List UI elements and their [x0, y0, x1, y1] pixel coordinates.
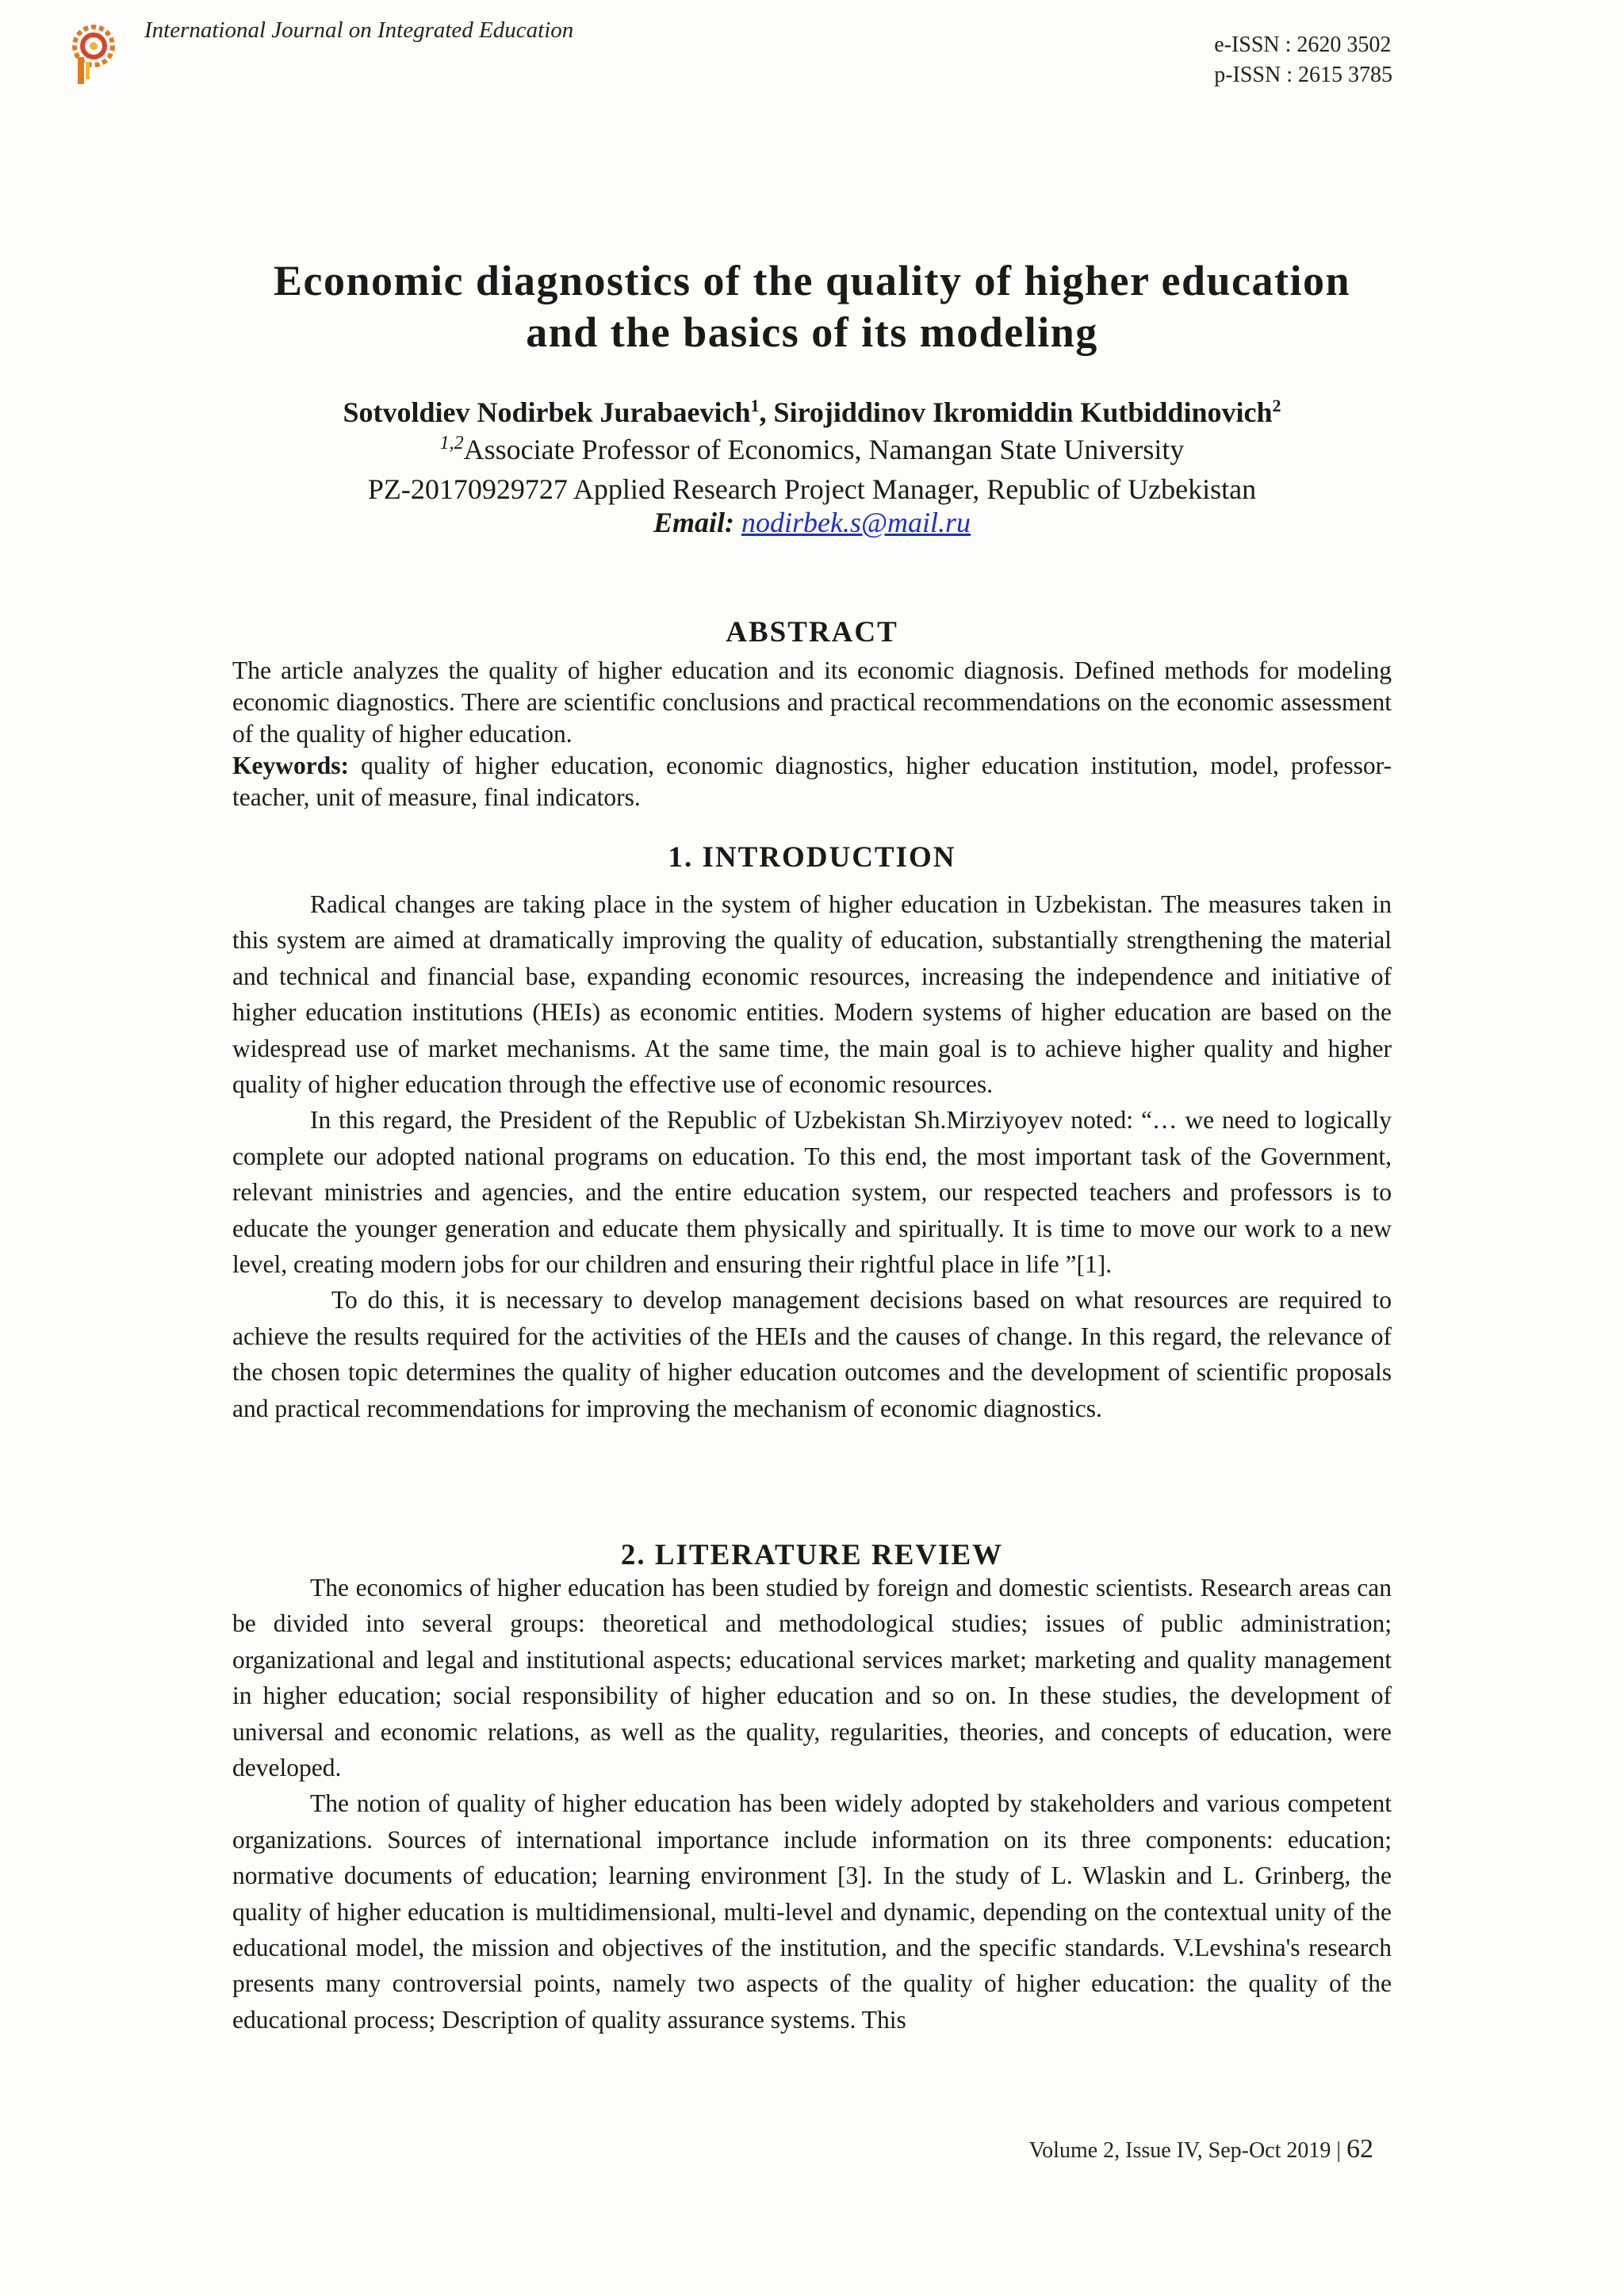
title-line-1: Economic diagnostics of the quality of higher education — [273, 257, 1351, 304]
paper-title — [232, 255, 1392, 358]
keywords-text: quality of higher education, economic diagnostics, higher education institution, model, professor-teacher, unit of measure, final indicators. — [232, 752, 1392, 811]
literature-review-heading: 2. LITERATURE REVIEW — [620, 1539, 1004, 1571]
author-1-affil-mark: 1 — [750, 396, 760, 415]
affiliation — [232, 423, 1392, 469]
journal-logo-icon — [67, 22, 121, 87]
keywords — [232, 750, 1392, 813]
affiliation-block — [232, 423, 1392, 509]
journal-name: International Journal on Integrated Education — [144, 17, 574, 43]
issn-block — [1214, 30, 1392, 90]
project-line: PZ-20170929727 Applied Research Project Manager, Republic of Uzbekistan — [367, 473, 1257, 505]
affiliation-mark: 1,2 — [439, 433, 464, 453]
affiliation-text: Associate Professor of Economics, Namangan State University — [463, 434, 1185, 465]
page-number: 62 — [1346, 2134, 1373, 2164]
abstract-heading: ABSTRACT — [726, 616, 898, 649]
volume-info: Volume 2, Issue IV, Sep-Oct 2019 | — [1028, 2138, 1341, 2163]
abstract-text: The article analyzes the quality of higher education and its economic diagnosis. Defined methods for modeling economic diagnostics. There are scientific conclusions and practical recommendations on the economic assessment of the quality of higher education. — [232, 656, 1392, 748]
abstract-section — [232, 655, 1392, 813]
p-issn: p-ISSN : 2615 3785 — [1214, 63, 1392, 87]
keywords-label: Keywords: — [232, 752, 349, 779]
email-line — [232, 503, 1392, 542]
author-2-affil-mark: 2 — [1272, 396, 1281, 415]
literature-review-section — [232, 1570, 1392, 2038]
title-line-2: and the basics of its modeling — [526, 308, 1098, 356]
introduction-heading: 1. INTRODUCTION — [668, 841, 956, 874]
email-label: Email: — [653, 507, 734, 538]
literature-paragraph-1: The economics of higher education has been studied by foreign and domestic scientists. Research areas can be divided into several groups: theoretical and methodological studies; issues of public administration; organizational and legal and institutional aspects; educational services market; marketing and quality management in higher education; social responsibility of higher education and so on. In these studies, the development of universal and economic relations, as well as the quality, regularities, theories, and concepts of education, were developed. — [232, 1574, 1392, 1782]
introduction-paragraph-1: Radical changes are taking place in the system of higher education in Uzbekistan. The measures taken in this system are aimed at dramatically improving the quality of education, substantially strengthening the material and technical and financial base, expanding economic resources, increasing the independence and initiative of higher education institutions (HEIs) as economic entities. Modern systems of higher education are based on the widespread use of market mechanisms. At the same time, the main goal is to achieve higher quality and higher quality of higher education through the effective use of economic resources. — [232, 890, 1392, 1099]
introduction-paragraph-3: To do this, it is necessary to develop management decisions based on what resources are required to achieve the results required for the activities of the HEIs and the causes of change. In this regard, the relevance of the chosen topic determines the quality of higher education outcomes and the development of scientific proposals and practical recommendations for improving the mechanism of economic diagnostics. — [232, 1286, 1392, 1422]
page-footer — [1029, 2134, 1373, 2164]
introduction-section — [232, 886, 1392, 1426]
author-2: Sirojiddinov Ikromiddin Kutbiddinovich — [773, 396, 1273, 428]
introduction-paragraph-2: In this regard, the President of the Republic of Uzbekistan Sh.Mirziyoyev noted: “… we need to logically complete our adopted national programs on education. To this end, the most important task of the Government, relevant ministries and agencies, and the entire education system, our respected teachers and professors is to educate the younger generation and educate them physically and spiritually. It is time to move our work to a new level, creating modern jobs for our children and ensuring their rightful place in life ”[1]. — [232, 1106, 1392, 1279]
author-1: Sotvoldiev Nodirbek Jurabaevich — [343, 396, 751, 428]
email-link[interactable]: nodirbek.s@mail.ru — [741, 507, 971, 538]
literature-paragraph-2: The notion of quality of higher education has been widely adopted by stakeholders and various competent organizations. Sources of international importance include information on its three components: education; normative documents of education; learning environment [3]. In the study of L. Wlaskin and L. Grinberg, the quality of higher education is multidimensional, multi-level and dynamic, depending on the contextual unity of the educational model, the mission and objectives of the institution, and the specific standards. V.Levshina's research presents many controversial points, namely two aspects of the quality of higher education: the quality of the educational process; Description of quality assurance systems. This — [232, 1789, 1392, 2034]
author-separator: , — [759, 396, 774, 428]
e-issn: e-ISSN : 2620 3502 — [1214, 33, 1392, 57]
